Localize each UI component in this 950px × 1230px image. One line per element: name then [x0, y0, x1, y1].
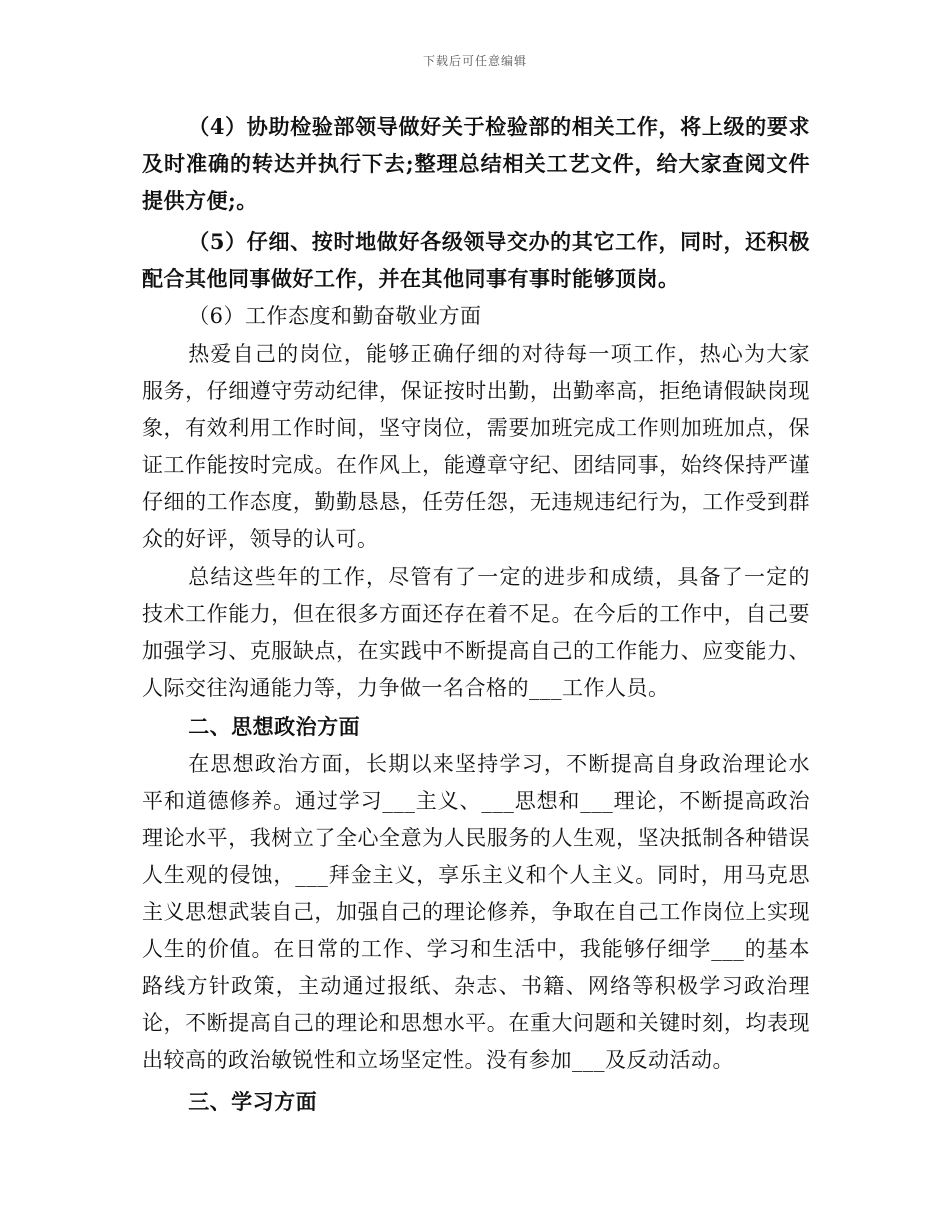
section-heading-study: 三、学习方面 [188, 1089, 318, 1114]
page-header: 下载后可任意编辑 [422, 54, 527, 68]
paragraph-item-6-heading: （6）工作态度和勤奋敬业方面 [188, 304, 482, 328]
paragraph-summary: 总结这些年的工作，尽管有了一定的进步和成绩，具备了一定的技术工作能力，但在很多方面还存在着不足。在今后的工作中，自己要加强学习、克服缺点，在实践中不断提高自己的工作能力、应变能力、人际交往沟通能力等，力争做一名合格的___工作人员。 [142, 565, 810, 700]
paragraph-work-attitude: 热爱自己的岗位，能够正确仔细的对待每一项工作，热心为大家服务，仔细遵守劳动纪律，保证按时出勤，出勤率高，拒绝请假缺岗现象，有效利用工作时间，坚守岗位，需要加班完成工作则加班加点，保证工作能按时完成。在作风上，能遵章守纪、团结同事，始终保持严谨仔细的工作态度，勤勤恳恳，任劳任怨，无违规违纪行为，工作受到群众的好评，领导的认可。 [142, 342, 810, 551]
document-body [142, 108, 810, 1120]
paragraph-item-5: （5）仔细、按时地做好各级领导交办的其它工作，同时，还积极配合其他同事做好工作，并在其他同事有事时能够顶岗。 [142, 229, 810, 291]
paragraph-political: 在思想政治方面，长期以来坚持学习，不断提高自身政治理论水平和道德修养。通过学习___主义、___思想和___理论，不断提高政治理论水平，我树立了全心全意为人民服务的人生观，坚决抵制各种错误人生观的侵蚀，___拜金主义，享乐主义和个人主义。同时，用马克思主义思想武装自己，加强自己的理论修养，争取在自己工作岗位上实现人生的价值。在日常的工作、学习和生活中，我能够仔细学___的基本路线方针政策，主动通过报纸、杂志、书籍、网络等积极学习政治理论，不断提高自己的理论和思想水平。在重大问题和关键时刻，均表现出较高的政治敏锐性和立场坚定性。没有参加___及反动活动。 [142, 752, 810, 1072]
paragraph-item-4: （4）协助检验部领导做好关于检验部的相关工作，将上级的要求及时准确的转达并执行下去;整理总结相关工艺文件，给大家查阅文件提供方便;。 [142, 114, 810, 213]
section-heading-political: 二、思想政治方面 [188, 714, 361, 739]
